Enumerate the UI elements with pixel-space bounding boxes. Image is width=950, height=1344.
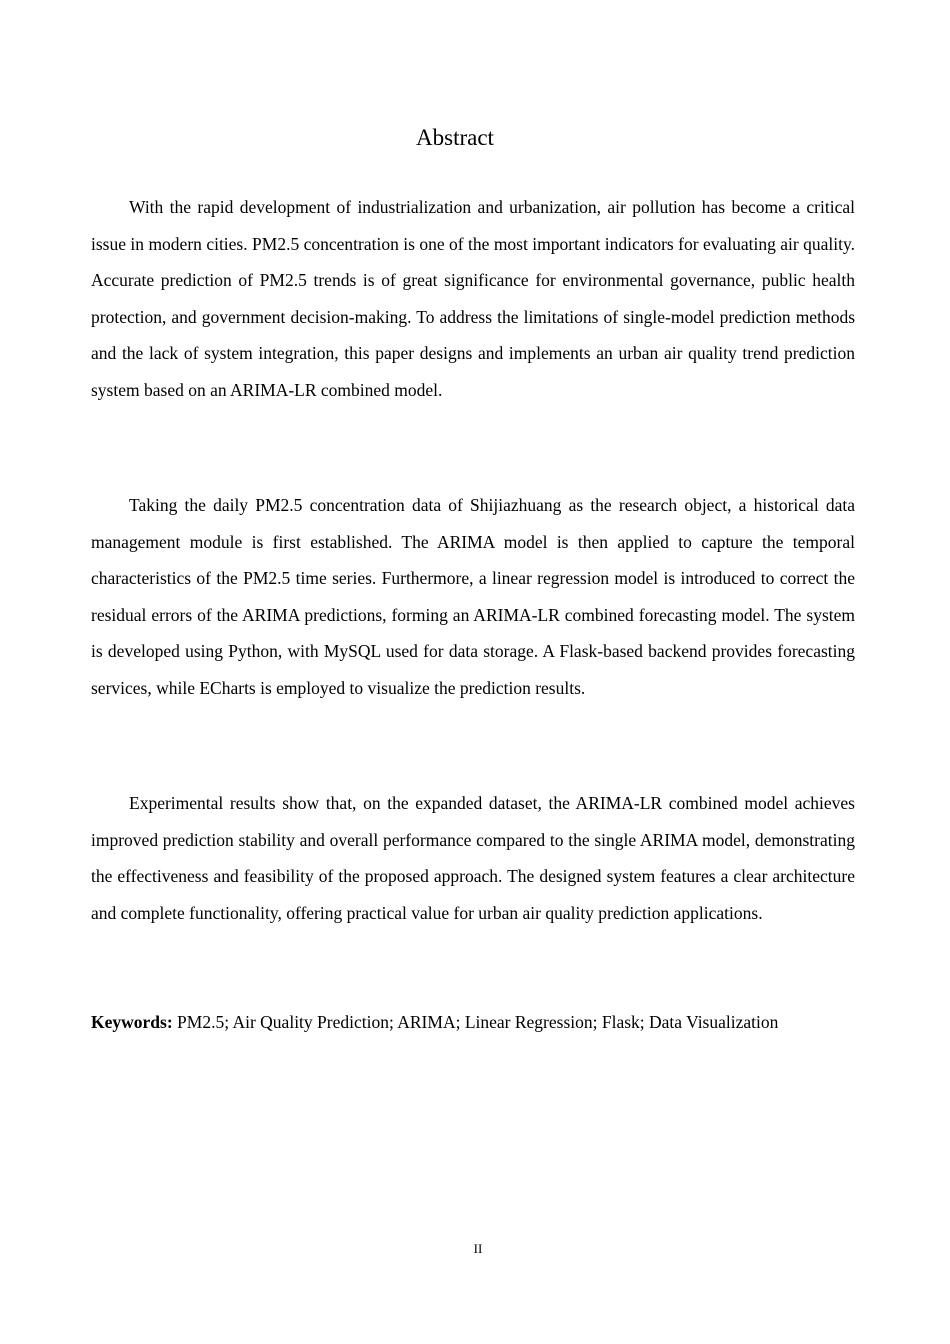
- keywords-list: PM2.5; Air Quality Prediction; ARIMA; Linear Regression; Flask; Data Visualization: [172, 1012, 779, 1032]
- keywords-line: [91, 1006, 891, 1038]
- page-number: II: [473, 1241, 483, 1256]
- keywords-label: Keywords:: [91, 1012, 173, 1032]
- abstract-title: Abstract: [416, 125, 494, 150]
- abstract-paragraph-2: [91, 487, 855, 707]
- paragraph-text: Taking the daily PM2.5 concentration data of Shijiazhuang as the research object, a historical data management module is first established. The ARIMA model is then applied to capture the temporal characteristics of the PM2.5 time series. Furthermore, a linear regression model is introduced to correct the residual errors of the ARIMA predictions, forming an ARIMA-LR combined forecasting model. The system is developed using Python, with MySQL used for data storage. A Flask-based backend provides forecasting services, while ECharts is employed to visualize the prediction results.: [91, 495, 855, 698]
- abstract-paragraph-1: [91, 189, 855, 409]
- abstract-paragraph-3: [91, 785, 855, 931]
- paragraph-text: With the rapid development of industrialization and urbanization, air pollution has become a critical issue in modern cities. PM2.5 concentration is one of the most important indicators for evaluating air quality. Accurate prediction of PM2.5 trends is of great significance for environmental governance, public health protection, and government decision-making. To address the limitations of single-model prediction methods and the lack of system integration, this paper designs and implements an urban air quality trend prediction system based on an ARIMA-LR combined model.: [91, 197, 855, 400]
- paragraph-text: Experimental results show that, on the expanded dataset, the ARIMA-LR combined model achieves improved prediction stability and overall performance compared to the single ARIMA model, demonstrating the effectiveness and feasibility of the proposed approach. The designed system features a clear architecture and complete functionality, offering practical value for urban air quality prediction applications.: [91, 793, 855, 923]
